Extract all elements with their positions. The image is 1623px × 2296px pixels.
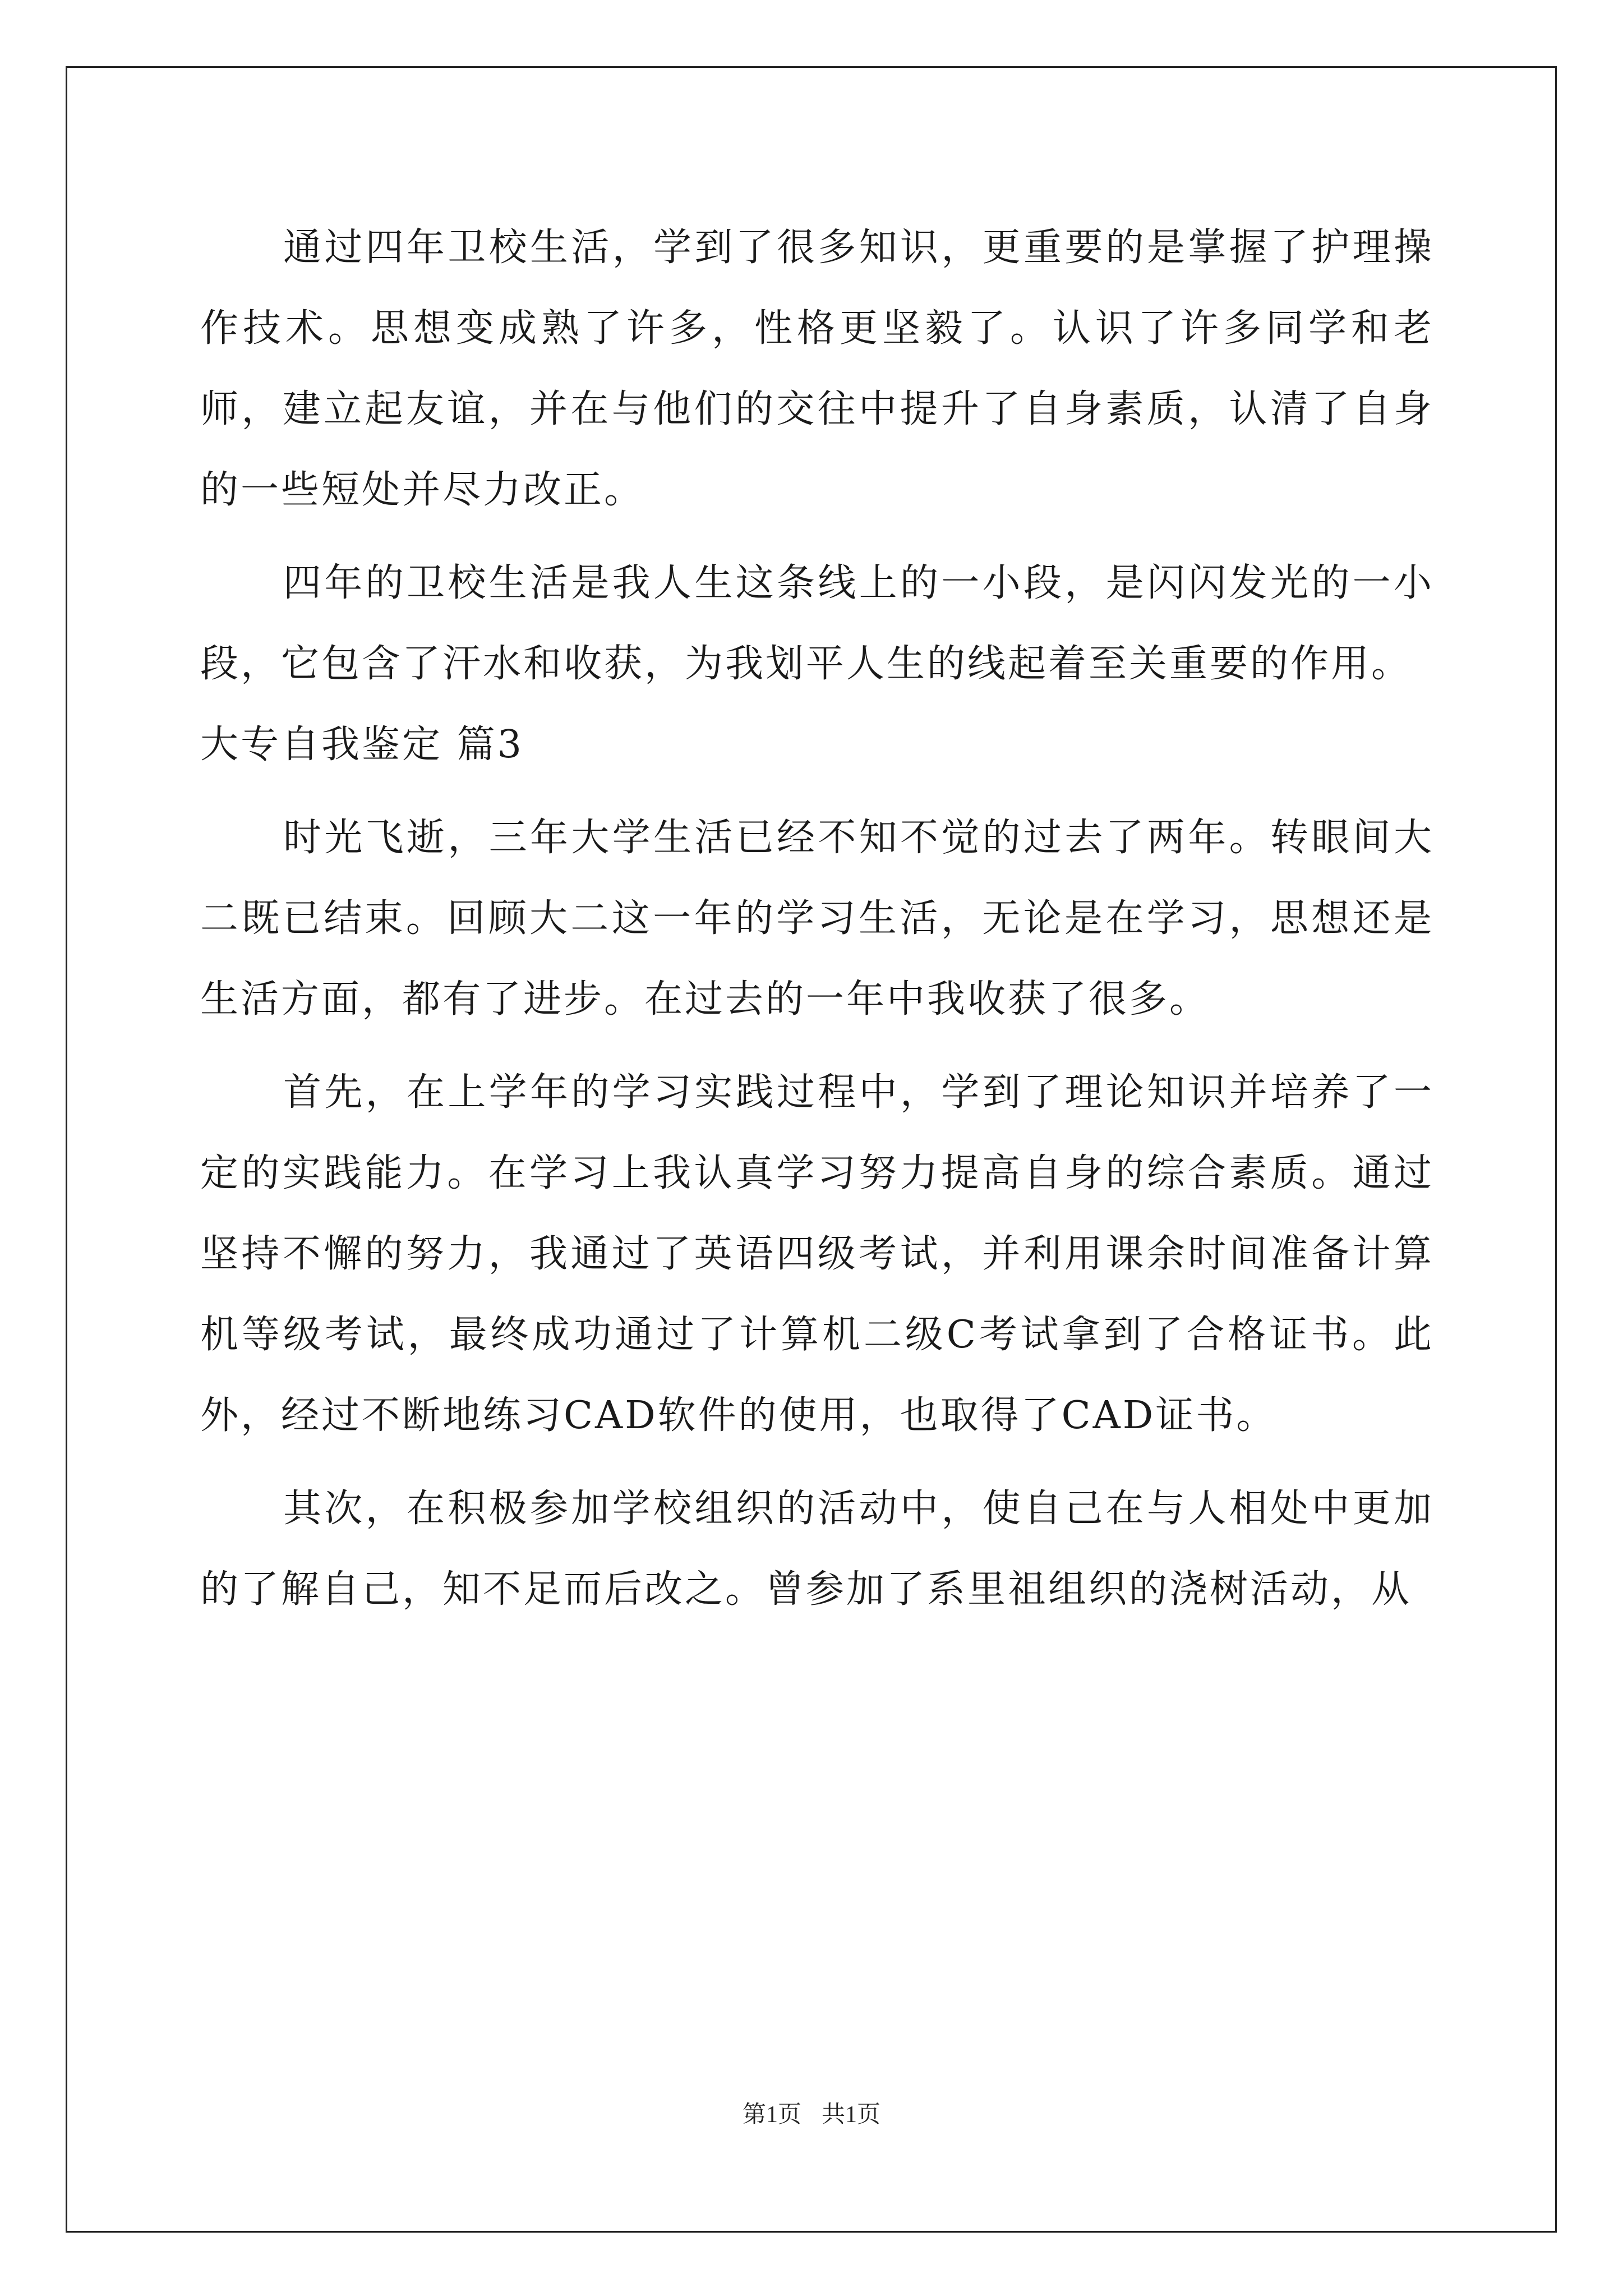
document-body	[200, 208, 1434, 1630]
paragraph-2: 四年的卫校生活是我人生这条线上的一小段，是闪闪发光的一小段，它包含了汗水和收获，为我划平人生的线起着至关重要的作用。	[200, 561, 1434, 686]
paragraph-1: 通过四年卫校生活，学到了很多知识，更重要的是掌握了护理操作技术。思想变成熟了许多，性格更坚毅了。认识了许多同学和老师，建立起友谊，并在与他们的交往中提升了自身素质，认清了自身的一些短处并尽力改正。	[200, 226, 1434, 512]
page-footer	[0, 2099, 1623, 2131]
page-number: 第1页	[742, 2102, 801, 2128]
section-heading: 大专自我鉴定 篇3	[200, 723, 524, 767]
page-total: 共1页	[822, 2102, 881, 2128]
paragraph-5: 其次，在积极参加学校组织的活动中，使自己在与人相处中更加的了解自己，知不足而后改之。曾参加了系里祖组织的浇树活动，从	[200, 1487, 1434, 1612]
paragraph-3: 时光飞逝，三年大学生活已经不知不觉的过去了两年。转眼间大二既已结束。回顾大二这一年的学习生活，无论是在学习，思想还是生活方面，都有了进步。在过去的一年中我收获了很多。	[200, 816, 1434, 1022]
paragraph-4: 首先，在上学年的学习实践过程中，学到了理论知识并培养了一定的实践能力。在学习上我认真学习努力提高自身的综合素质。通过坚持不懈的努力，我通过了英语四级考试，并利用课余时间准备计算机等级考试，最终成功通过了计算机二级C考试拿到了合格证书。此外，经过不断地练习CAD软件的使用，也取得了CAD证书。	[200, 1070, 1434, 1438]
